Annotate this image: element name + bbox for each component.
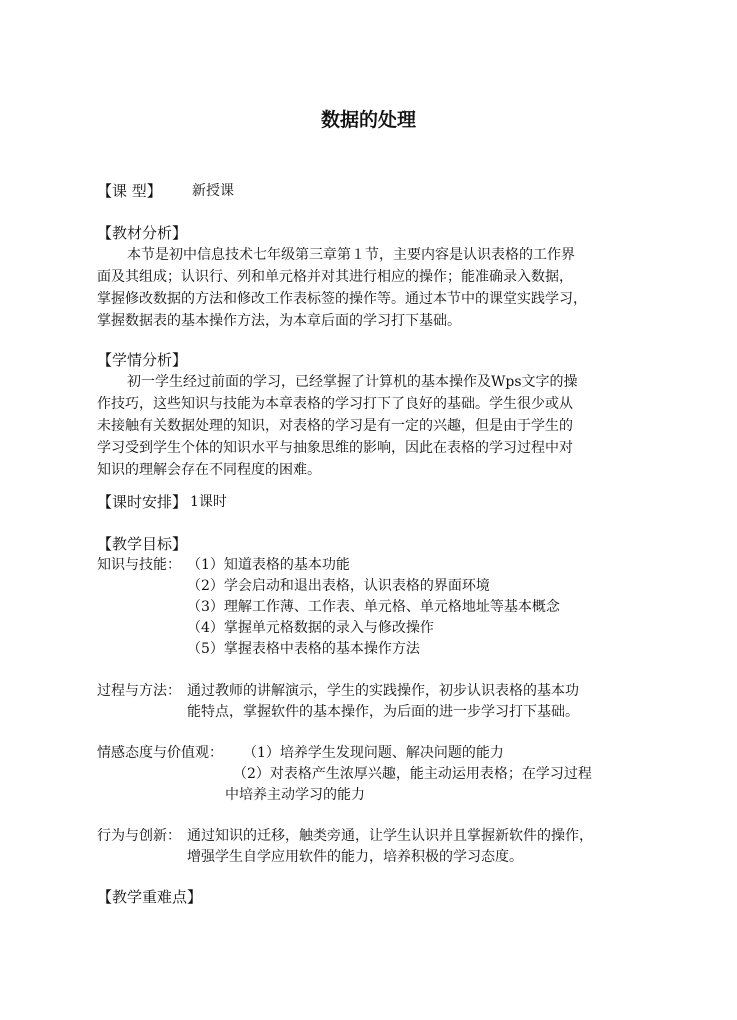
course-type-label: 【课 型】 (97, 182, 162, 200)
learner-line: 未接触有关数据处理的知识，对表格的学习是有一定的兴趣，但是由于学生的 (97, 418, 573, 434)
page-title: 数据的处理 (320, 109, 416, 131)
learner-line: 初一学生经过前面的学习，已经掌握了计算机的基本操作及Wps文字的操 (127, 374, 578, 390)
course-type-value: 新授课 (192, 183, 234, 199)
emotion-label: 情感态度与价值观： (97, 745, 223, 761)
knowledge-item: （4）掌握单元格数据的录入与修改操作 (187, 620, 434, 636)
process-label: 过程与方法： (97, 683, 181, 699)
emotion-line: （2）对表格产生浓厚兴趣，能主动运用表格；在学习过程 (233, 766, 592, 782)
emotion-line: 中培养主动学习的能力 (225, 787, 365, 803)
material-line: 面及其组成；认识行、列和单元格并对其进行相应的操作；能准确录入数据， (97, 269, 573, 285)
material-heading: 【教材分析】 (97, 224, 188, 242)
key-points-heading: 【教学重难点】 (97, 888, 203, 906)
material-line: 掌握数据表的基本操作方法，为本章后面的学习打下基础。 (97, 313, 461, 329)
schedule-label: 【课时安排】 (97, 493, 188, 511)
process-line: 通过教师的讲解演示，学生的实践操作，初步认识表格的基本功 (187, 683, 579, 699)
learner-line: 知识的理解会存在不同程度的困难。 (97, 462, 321, 478)
emotion-line: （1）培养学生发现问题、解决问题的能力 (243, 745, 504, 761)
innovation-label: 行为与创新： (97, 828, 181, 844)
knowledge-item: （2）学会启动和退出表格，认识表格的界面环境 (187, 578, 490, 594)
material-line: 掌握修改数据的方法和修改工作表标签的操作等。通过本节中的课堂实践学习， (97, 291, 587, 307)
schedule-value: 1课时 (190, 494, 227, 510)
material-line: 本节是初中信息技术七年级第三章第１节，主要内容是认识表格的工作界 (127, 247, 575, 263)
innovation-line: 增强学生自学应用软件的能力，培养积极的学习态度。 (187, 849, 523, 865)
learner-heading: 【学情分析】 (97, 351, 188, 369)
learner-line: 学习受到学生个体的知识水平与抽象思维的影响，因此在表格的学习过程中对 (97, 440, 573, 456)
innovation-line: 通过知识的迁移，触类旁通，让学生认识并且掌握新软件的操作， (187, 828, 593, 844)
knowledge-item: （1）知道表格的基本功能 (187, 557, 350, 573)
knowledge-item: （3）理解工作薄、工作表、单元格、单元格地址等基本概念 (187, 599, 560, 615)
goals-heading: 【教学目标】 (97, 535, 188, 553)
learner-line: 作技巧，这些知识与技能为本章表格的学习打下了良好的基础。学生很少或从 (97, 396, 573, 412)
process-line: 能特点，掌握软件的基本操作，为后面的进一步学习打下基础。 (187, 704, 579, 720)
knowledge-item: （5）掌握表格中表格的基本操作方法 (187, 641, 420, 657)
knowledge-label: 知识与技能： (97, 557, 181, 573)
